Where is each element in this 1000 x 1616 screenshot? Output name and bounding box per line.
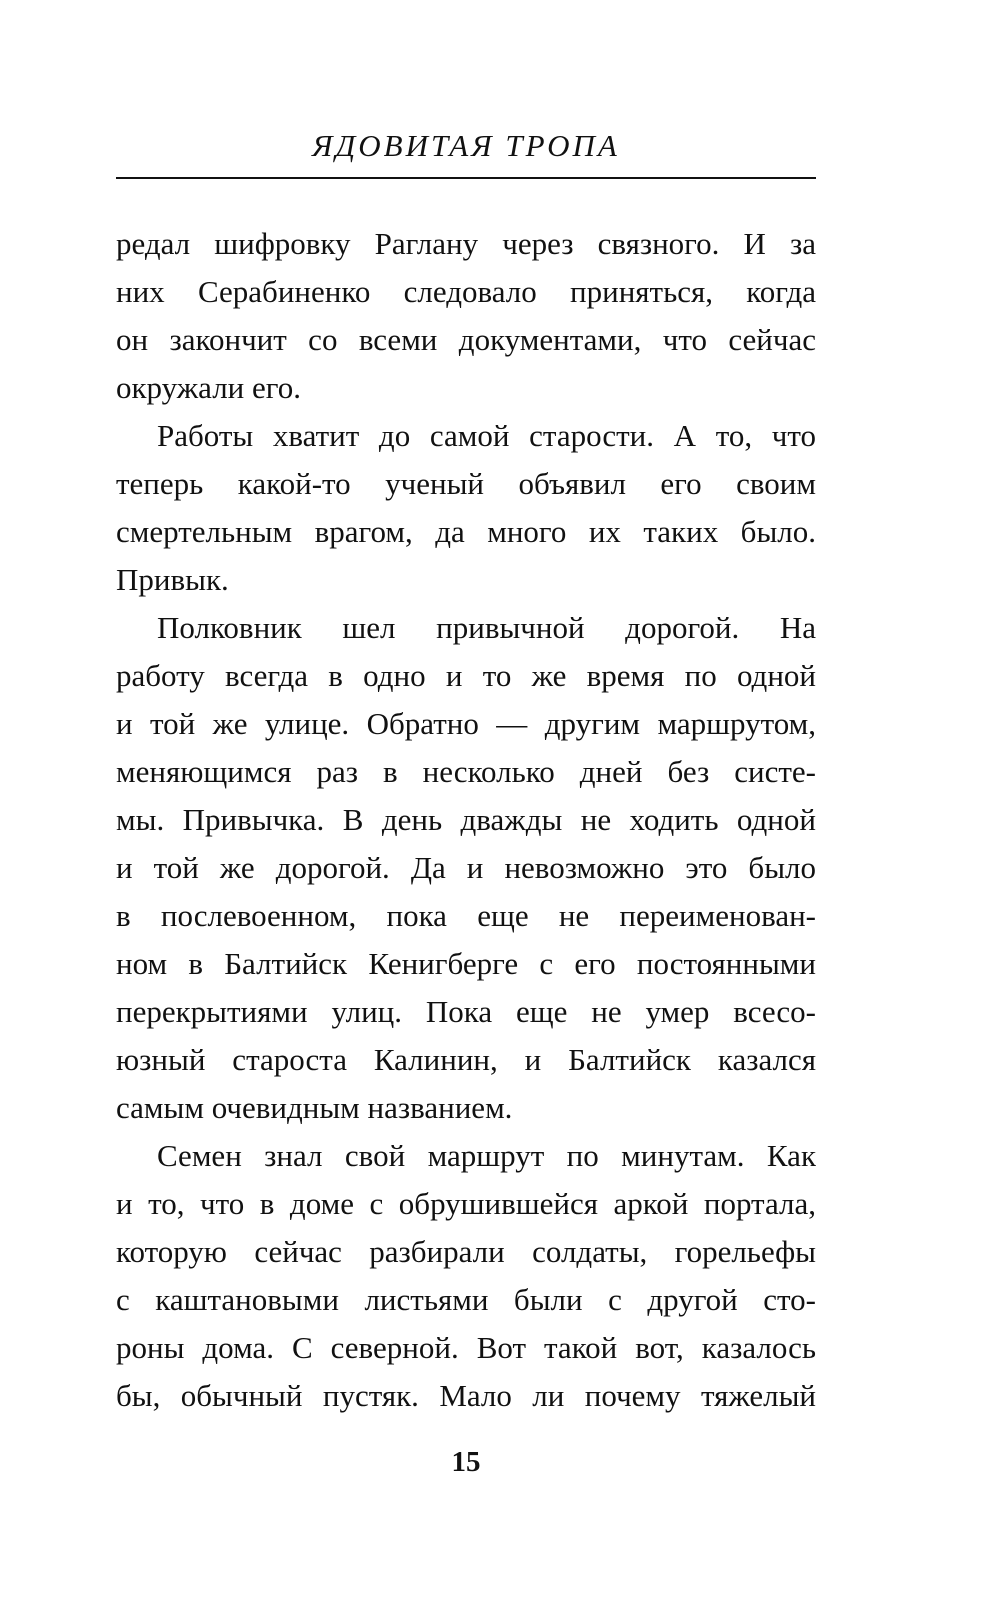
- text-line: роны дома. С северной. Вот такой вот, казалось: [116, 1330, 816, 1365]
- text-line: в послевоенном, пока еще не переименован-: [116, 898, 816, 933]
- page-number: 15: [451, 1446, 481, 1478]
- text-line: Полковник шел привычной дорогой. На: [157, 610, 816, 645]
- text-line: окружали его.: [116, 370, 301, 405]
- text-line: них Серабиненко следовало приняться, когда: [116, 274, 816, 309]
- text-line: мы. Привычка. В день дважды не ходить одной: [116, 802, 816, 837]
- body-text: [116, 220, 816, 1420]
- text-line: работу всегда в одно и то же время по одной: [116, 658, 816, 693]
- text-line: бы, обычный пустяк. Мало ли почему тяжелый: [116, 1378, 816, 1413]
- text-line: Семен знал свой маршрут по минутам. Как: [157, 1138, 816, 1173]
- header-rule: [116, 177, 816, 179]
- running-head: ЯДОВИТАЯ ТРОПА: [312, 128, 620, 163]
- text-line: теперь какой-то ученый объявил его своим: [116, 466, 816, 501]
- text-line: и то, что в доме с обрушившейся аркой портала,: [116, 1186, 816, 1221]
- text-line: ном в Балтийск Кенигберге с его постоянными: [116, 946, 816, 981]
- text-line: юзный староста Калинин, и Балтийск казался: [116, 1042, 816, 1077]
- text-line: которую сейчас разбирали солдаты, горельефы: [116, 1234, 816, 1269]
- text-line: самым очевидным названием.: [116, 1090, 513, 1125]
- text-line: с каштановыми листьями были с другой сто-: [116, 1282, 816, 1317]
- text-line: редал шифровку Раглану через связного. И за: [116, 226, 816, 261]
- text-line: и той же улице. Обратно — другим маршрутом,: [116, 706, 816, 741]
- text-line: перекрытиями улиц. Пока еще не умер всесо-: [116, 994, 816, 1029]
- text-line: Работы хватит до самой старости. А то, что: [157, 418, 816, 453]
- text-line: и той же дорогой. Да и невозможно это было: [116, 850, 816, 885]
- text-line: Привык.: [116, 562, 229, 597]
- text-line: меняющимся раз в несколько дней без систе-: [116, 754, 816, 789]
- text-line: смертельным врагом, да много их таких было.: [116, 514, 816, 549]
- text-line: он закончит со всеми документами, что сейчас: [116, 322, 816, 357]
